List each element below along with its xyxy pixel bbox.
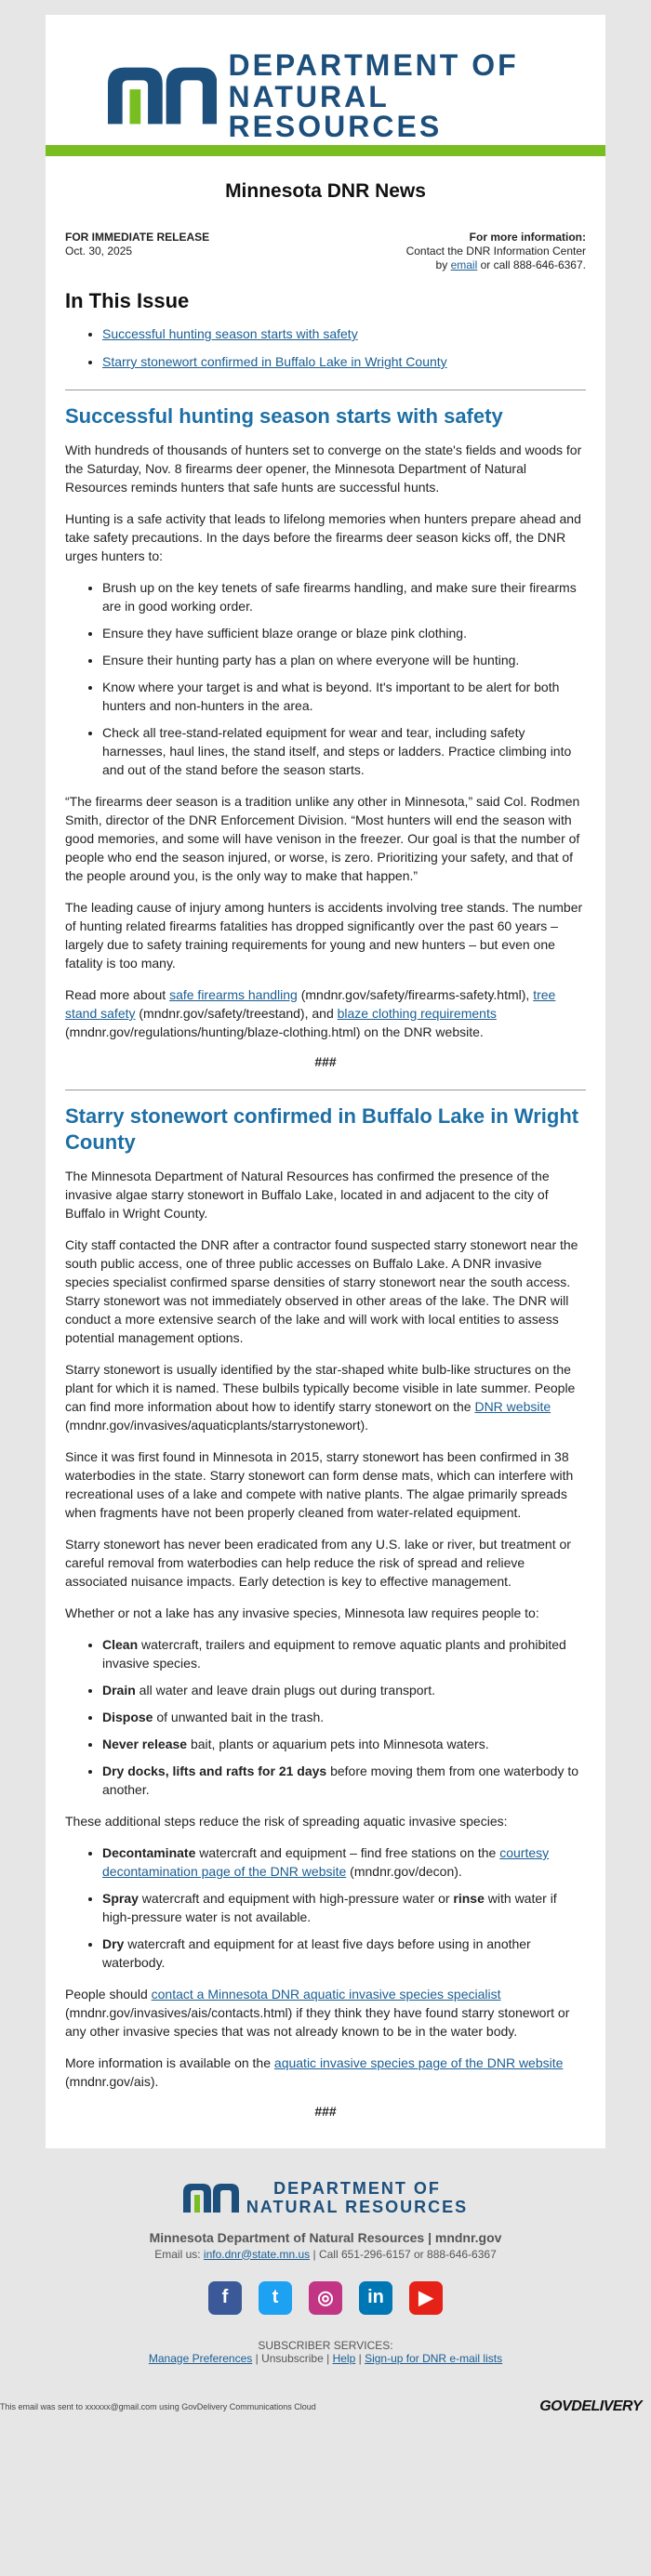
dnr-logo[interactable] [108,50,605,141]
paragraph [65,2054,586,2091]
paragraph: The Minnesota Department of Natural Resources has confirmed the presence of the invasive algae starry stonewort in Buffalo Lake, located in and adjacent to the city of Buffalo in Wright County. [65,1169,550,1221]
release-info [65,231,586,272]
text: with water if high-pressure water is not available. [102,1891,557,1924]
ais-specialist-link[interactable]: contact a Minnesota DNR aquatic invasive species specialist [151,1987,501,2001]
paragraph: Since it was first found in Minnesota in 2015, starry stonewort has been confirmed in 38 waterbodies in the state. Starry stonewort can form dense mats, which can interfere with recreational uses of a lake and compete with native plants. The algae primarily spreads when fragments have not been properly cleaned from water-related equipment. [65,1449,574,1520]
list-item [102,1681,586,1699]
text: watercraft, trailers and equipment to remove aquatic plants and prohibited invasive species. [102,1637,566,1671]
separator: | [252,2351,262,2365]
release-label: FOR IMMEDIATE RELEASE [65,231,210,244]
bold-term: Dispose [102,1710,153,1724]
list-item: • Brush up on the key tenets of safe firearms handling, and make sure their firearms are in good working order. [102,578,586,615]
end-marker: ### [314,1054,337,1069]
release-date: Oct. 30, 2025 [65,244,133,258]
issue-list [65,326,586,369]
read-more-paragraph [65,985,586,1041]
info-post: or call 888-646-6367. [477,258,586,271]
footer-org: Minnesota Department of Natural Resources | mndnr.gov [149,2229,502,2245]
paragraph: These additional steps reduce the risk of spreading aquatic invasive species: [65,1814,508,1829]
green-divider [46,145,605,156]
dnr-mn-mark-icon [108,67,217,125]
end-marker: ### [314,2104,337,2119]
footer [46,2148,605,2365]
bold-term: Spray [102,1891,139,1906]
dnr-mn-mark-icon [183,2184,239,2213]
text: People should [65,1987,152,2001]
subscriber-label: SUBSCRIBER SERVICES: [258,2338,393,2352]
paragraph: With hundreds of thousands of hunters set to converge on the state's fields and woods for the Saturday, Nov. 8 firearms deer opener, the Minnesota Department of Natural Resources reminds hunters that safe hunts are successful hunts. [65,443,582,495]
list-item: • Check all tree-stand-related equipment for wear and tear, including safety harnesses, haul lines, the stand itself, and steps or ladders. Practice climbing into and out of the stand before the season starts. [102,723,586,779]
text: Email us: [154,2247,204,2261]
text: (mndnr.gov/invasives/aquaticplants/starrystonewort). [65,1418,369,1433]
paragraph: Hunting is a safe activity that leads to lifelong memories when hunters prepare ahead and take safety precautions. In the days before the firearms deer season kicks off, the DNR urges hunters to: [65,511,581,563]
separator: | [355,2351,365,2365]
instagram-icon[interactable]: ◎ [309,2281,342,2315]
extra-steps-list [65,1843,586,1972]
newsletter-card [46,15,605,2148]
paragraph: The leading cause of injury among hunters is accidents involving tree stands. The number of hunting related firearms fatalities has dropped significantly over the past 60 years – largely due to safety training requirements for young and new hunters – but even one fatality is too many. [65,900,583,971]
text: More information is available on the [65,2055,274,2070]
firearms-safety-link[interactable]: safe firearms handling [169,987,298,1002]
footer-logo-text [246,2180,468,2215]
paragraph: Whether or not a lake has any invasive species, Minnesota law requires people to: [65,1605,539,1620]
toc-link-stonewort[interactable]: Starry stonewort confirmed in Buffalo Lake in Wright County [102,354,447,369]
safety-list [65,578,586,779]
bold-term: rinse [453,1891,485,1906]
list-item: • Ensure their hunting party has a plan on where everyone will be hunting. [102,651,586,669]
tree-stand-link[interactable]: tree stand safety [65,987,556,1021]
text: (mndnr.gov/regulations/hunting/blaze-clothing.html) on the DNR website. [65,1024,484,1039]
text: watercraft and equipment for at least five days before using in another waterbody. [102,1936,531,1970]
bold-term: Dry docks, lifts and rafts for 21 days [102,1764,327,1778]
help-link[interactable]: Help [332,2351,356,2365]
info-label: For more information: [469,231,586,244]
twitter-icon[interactable]: t [259,2281,292,2315]
footer-logo[interactable] [183,2180,468,2215]
spacer [0,2417,651,2423]
list-item [102,1935,586,1972]
paragraph [65,1360,586,1434]
in-this-issue-heading: In This Issue [65,289,190,312]
paragraph: Starry stonewort has never been eradicated from any U.S. lake or river, but treatment or careful removal from waterbodies can help reduce the risk of spread and relieve associated nuisance impacts. Early detection is key to effective management. [65,1537,571,1589]
linkedin-icon[interactable]: in [359,2281,392,2315]
bold-term: Dry [102,1936,125,1951]
info-pre: by [435,258,451,271]
subscriber-services [46,2339,605,2365]
facebook-icon[interactable]: f [208,2281,242,2315]
social-links [46,2281,605,2315]
quote-paragraph: “The firearms deer season is a tradition unlike any other in Minnesota,” said Col. Rodmen Smith, director of the DNR Enforcement Division. “Most hunters will end the season with good memories, and some will have venison in the freezer. Our goal is that the number of people who end the season injured, or worse, is zero. Prioritizing your safety, and that of the people around you, is the only way to make that happen.” [65,794,580,883]
footer-contact [46,2248,605,2261]
bold-term: Clean [102,1637,139,1652]
text: bait, plants or aquarium pets into Minnesota waters. [187,1737,489,1751]
dnr-website-link[interactable]: DNR website [474,1399,551,1414]
decon-link[interactable]: courtesy decontamination page of the DNR website [102,1845,550,1879]
list-item [102,1708,586,1726]
logo-line-2: NATURAL RESOURCES [228,80,443,143]
text: watercraft and equipment – find free stations on the [195,1845,500,1860]
text: | Call 651-296-6157 or 888-646-6367 [310,2247,497,2261]
list-item: • Ensure they have sufficient blaze orange or blaze pink clothing. [102,624,586,642]
text: (mndnr.gov/ais). [65,2074,159,2089]
govdelivery-bar [0,2397,651,2417]
list-item [102,1762,586,1799]
blaze-clothing-link[interactable]: blaze clothing requirements [337,1006,497,1021]
logo-line-2: NATURAL RESOURCES [246,2198,469,2216]
header [46,15,605,145]
content [46,180,605,2148]
article-title-stonewort: Starry stonewort confirmed in Buffalo Lake in Wright County [65,1104,579,1154]
paragraph [65,1985,586,2041]
text: Read more about [65,987,170,1002]
bold-term: Drain [102,1683,136,1698]
text: (mndnr.gov/decon). [346,1864,462,1879]
spacer [65,2128,586,2148]
govdelivery-logo[interactable]: GOVDELIVERY [539,2398,642,2414]
info-line: Contact the DNR Information Center [405,244,586,258]
signup-link[interactable]: Sign-up for DNR e-mail lists [365,2351,503,2365]
article-title-hunting: Successful hunting season starts with safety [65,404,503,428]
logo-text [228,50,605,141]
list-item [102,1635,586,1672]
logo-line-1: DEPARTMENT OF [273,2179,441,2198]
list-item [102,354,586,369]
text: of unwanted bait in the trash. [153,1710,325,1724]
bold-term: Never release [102,1737,188,1751]
text: watercraft and equipment with high-pressure water or [138,1891,454,1906]
text: Starry stonewort is usually identified by the star-shaped white bulb-like structures on the plant for which it is named. These bulbils typically become visible in late summer. People can find more information about how to identify starry stonewort on the [65,1362,576,1414]
list-item: • Know where your target is and what is beyond. It's important to be alert for both hunters and non-hunters in the area. [102,678,586,715]
logo-line-1: DEPARTMENT OF [228,48,519,82]
bold-term: Decontaminate [102,1845,196,1860]
text: all water and leave drain plugs out during transport. [135,1683,435,1698]
unsubscribe-link[interactable]: Unsubscribe [261,2351,324,2365]
list-item [102,326,586,341]
news-title: Minnesota DNR News [225,180,426,202]
list-item [102,1889,586,1926]
sent-notice: This email was sent to xxxxxx@gmail.com using GovDelivery Communications Cloud [0,2401,316,2411]
email-link[interactable]: email [450,258,478,271]
text: (mndnr.gov/safety/treestand), and [135,1006,338,1021]
footer-email-link[interactable]: info.dnr@state.mn.us [203,2247,311,2261]
manage-preferences-link[interactable]: Manage Preferences [148,2351,253,2365]
list-item [102,1843,586,1881]
text: (mndnr.gov/safety/firearms-safety.html), [297,987,534,1002]
paragraph: City staff contacted the DNR after a contractor found suspected starry stonewort near the south public access, one of three public accesses on Buffalo Lake. A DNR invasive species specialist confirmed sparse densities of starry stonewort near the south access. Starry stonewort was not immediately observed in other areas of the lake. The DNR will conduct a more extensive search of the lake and will work with local entities to assess potential management options. [65,1237,578,1345]
toc-link-hunting[interactable]: Successful hunting season starts with safety [102,326,358,341]
list-item [102,1735,586,1753]
text: (mndnr.gov/invasives/ais/contacts.html) if they think they have found starry stonewort or any other invasive species that was not already known to be in the water body. [65,2005,570,2039]
law-list [65,1635,586,1799]
separator: | [323,2351,333,2365]
text: before moving them from one waterbody to another. [102,1764,579,1797]
ais-page-link[interactable]: aquatic invasive species page of the DNR website [273,2055,564,2070]
youtube-icon[interactable]: ▶ [409,2281,443,2315]
